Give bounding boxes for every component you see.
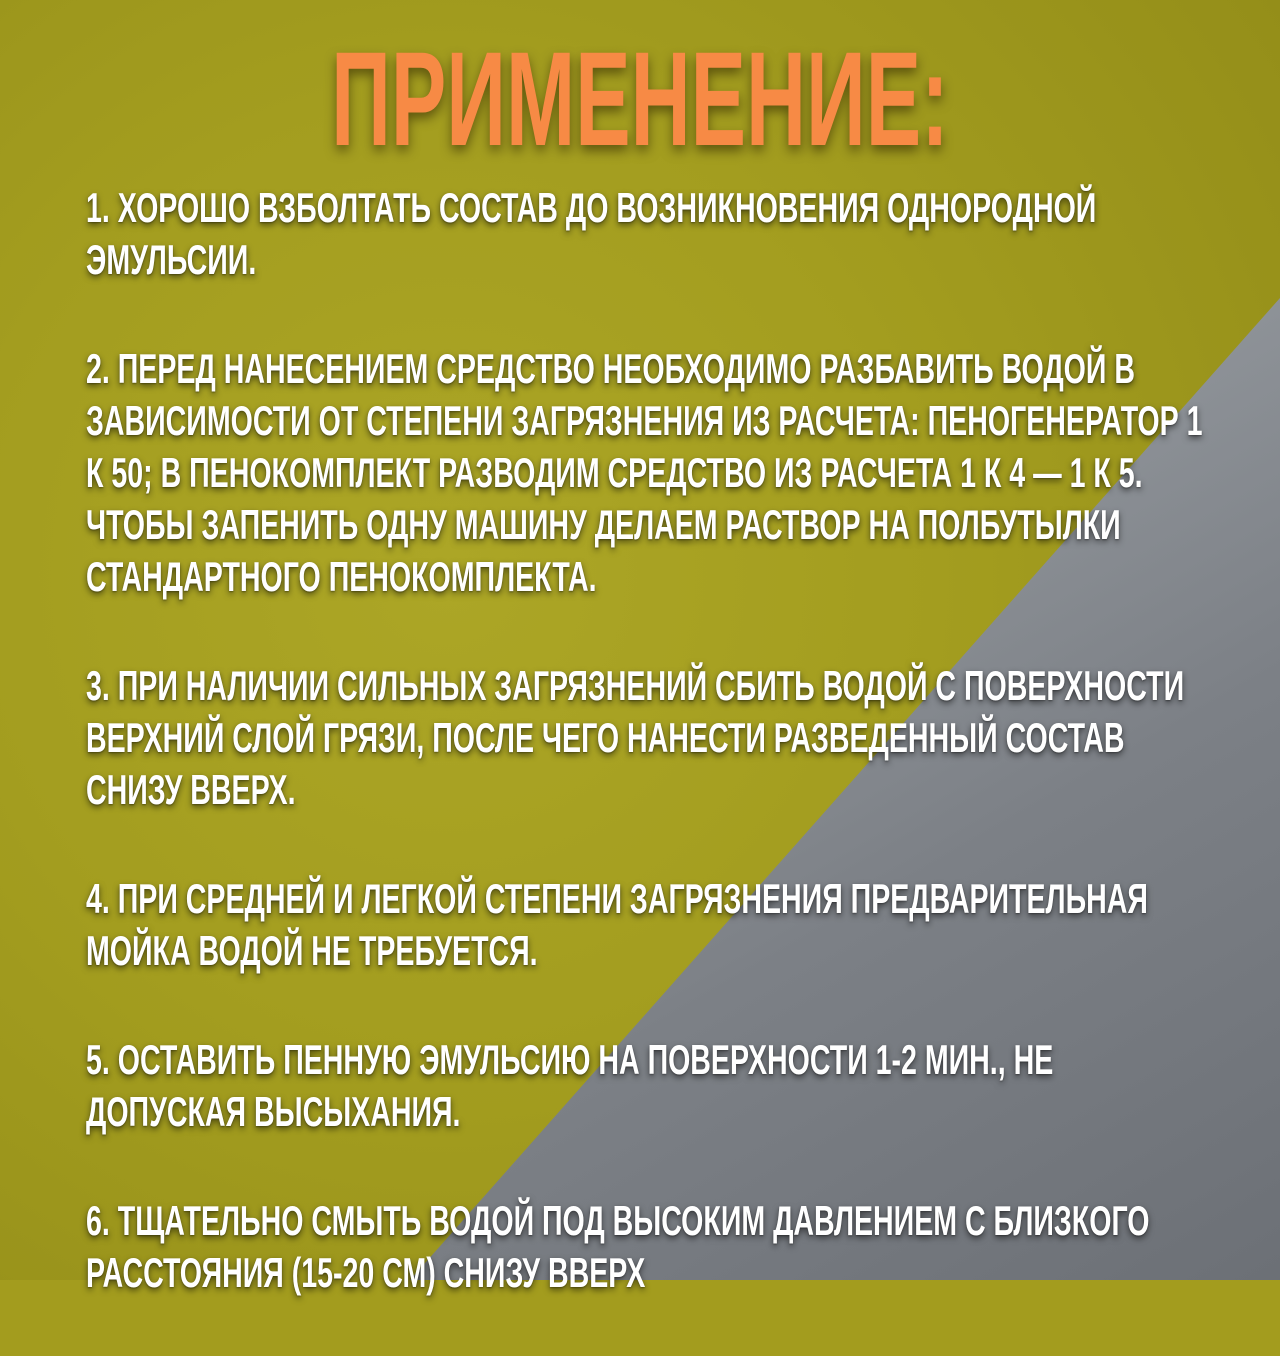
page-title: ПРИМЕНЕНИЕ: — [331, 25, 949, 174]
step-3: 3. ПРИ НАЛИЧИИ СИЛЬНЫХ ЗАГРЯЗНЕНИЙ СБИТЬ ВОДОЙ С ПОВЕРХНОСТИ ВЕРХНИЙ СЛОЙ ГРЯЗИ, ПОСЛЕ ЧЕГО НАНЕСТИ РАЗВЕДЕННЫЙ СОСТАВ СНИЗУ ВВЕРХ. — [86, 662, 1185, 813]
step-4: 4. ПРИ СРЕДНЕЙ И ЛЕГКОЙ СТЕПЕНИ ЗАГРЯЗНЕНИЯ ПРЕДВАРИТЕЛЬНАЯ МОЙКА ВОДОЙ НЕ ТРЕБУЕТСЯ. — [86, 875, 1148, 974]
step-2: 2. ПЕРЕД НАНЕСЕНИЕМ СРЕДСТВО НЕОБХОДИМО РАЗБАВИТЬ ВОДОЙ В ЗАВИСИМОСТИ ОТ СТЕПЕНИ ЗАГРЯЗНЕНИЯ ИЗ РАСЧЕТА: ПЕНОГЕНЕРАТОР 1 К 50; В ПЕНОКОМПЛЕКТ РАЗВОДИМ СРЕДСТВО ИЗ РАСЧЕТА 1 К 4 — 1 К 5. ЧТОБЫ ЗАПЕНИТЬ ОДНУ МАШИНУ ДЕЛАЕМ РАСТВОР НА ПОЛБУТЫЛКИ СТАНДАРТНОГО ПЕНОКОМПЛЕКТА. — [86, 345, 1203, 600]
step-6: 6. ТЩАТЕЛЬНО СМЫТЬ ВОДОЙ ПОД ВЫСОКИМ ДАВЛЕНИЕМ С БЛИЗКОГО РАССТОЯНИЯ (15-20 СМ) СНИЗУ ВВЕРХ — [86, 1197, 1150, 1296]
step-5: 5. ОСТАВИТЬ ПЕННУЮ ЭМУЛЬСИЮ НА ПОВЕРХНОСТИ 1-2 МИН., НЕ ДОПУСКАЯ ВЫСЫХАНИЯ. — [86, 1036, 1054, 1135]
steps-list — [86, 182, 1215, 1356]
step-1: 1. ХОРОШО ВЗБОЛТАТЬ СОСТАВ ДО ВОЗНИКНОВЕНИЯ ОДНОРОДНОЙ ЭМУЛЬСИИ. — [86, 184, 1097, 283]
